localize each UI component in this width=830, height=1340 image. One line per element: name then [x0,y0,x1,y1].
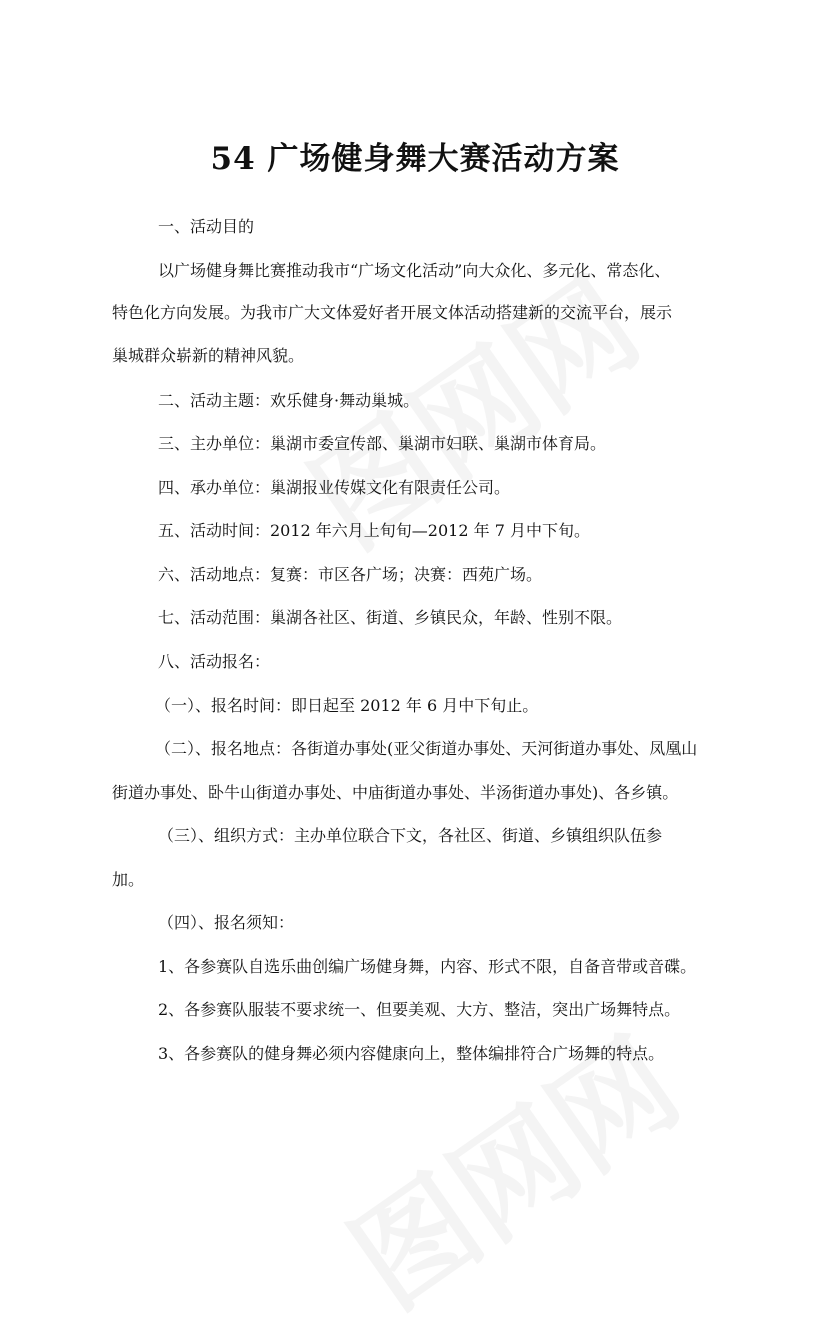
subsection-line: （四）、报名须知： [158,913,295,932]
section-heading-contractor: 四、承办单位：巢湖报业传媒文化有限责任公司。 [158,478,511,497]
paragraph-line: 加。 [112,870,145,889]
list-item: 1、各参赛队自选乐曲创编广场健身舞，内容、形式不限，自备音带或音碟。 [158,957,697,976]
section-heading-purpose: 一、活动目的 [158,217,255,236]
section-heading-organizer: 三、主办单位：巢湖市委宣传部、巢湖市妇联、巢湖市体育局。 [158,434,607,453]
list-item: 3、各参赛队的健身舞必须内容健康向上，整体编排符合广场舞的特点。 [158,1044,665,1063]
paragraph-line: 街道办事处、卧牛山街道办事处、中庙街道办事处、半汤街道办事处)、各乡镇。 [112,783,679,802]
subsection-line: （三）、组织方式：主办单位联合下文，各社区、街道、乡镇组织队伍参 [158,826,663,845]
paragraph-line: 特色化方向发展。为我市广大文体爱好者开展文体活动搭建新的交流平台，展示 [112,303,673,322]
section-heading-location: 六、活动地点：复赛：市区各广场；决赛：西苑广场。 [158,565,543,584]
section-heading-theme: 二、活动主题：欢乐健身·舞动巢城。 [158,391,420,410]
section-heading-registration: 八、活动报名： [158,652,271,671]
subsection-line: （二）、报名地点：各街道办事处(亚父街道办事处、天河街道办事处、凤凰山 [155,739,698,758]
paragraph-line: 以广场健身舞比赛推动我市“广场文化活动”向大众化、多元化、常态化、 [158,261,671,280]
document-title: 54 广场健身舞大赛活动方案 [210,141,620,177]
subsection-line: （一）、报名时间：即日起至 2012 年 6 月中下旬止。 [155,696,539,715]
section-heading-scope: 七、活动范围：巢湖各社区、街道、乡镇民众，年龄、性别不限。 [158,608,623,627]
list-item: 2、各参赛队服装不要求统一、但要美观、大方、整洁，突出广场舞特点。 [158,1000,681,1019]
section-heading-time: 五、活动时间：2012 年六月上旬旬—2012 年 7 月中下旬。 [158,521,590,540]
paragraph-line: 巢城群众崭新的精神风貌。 [112,346,305,365]
